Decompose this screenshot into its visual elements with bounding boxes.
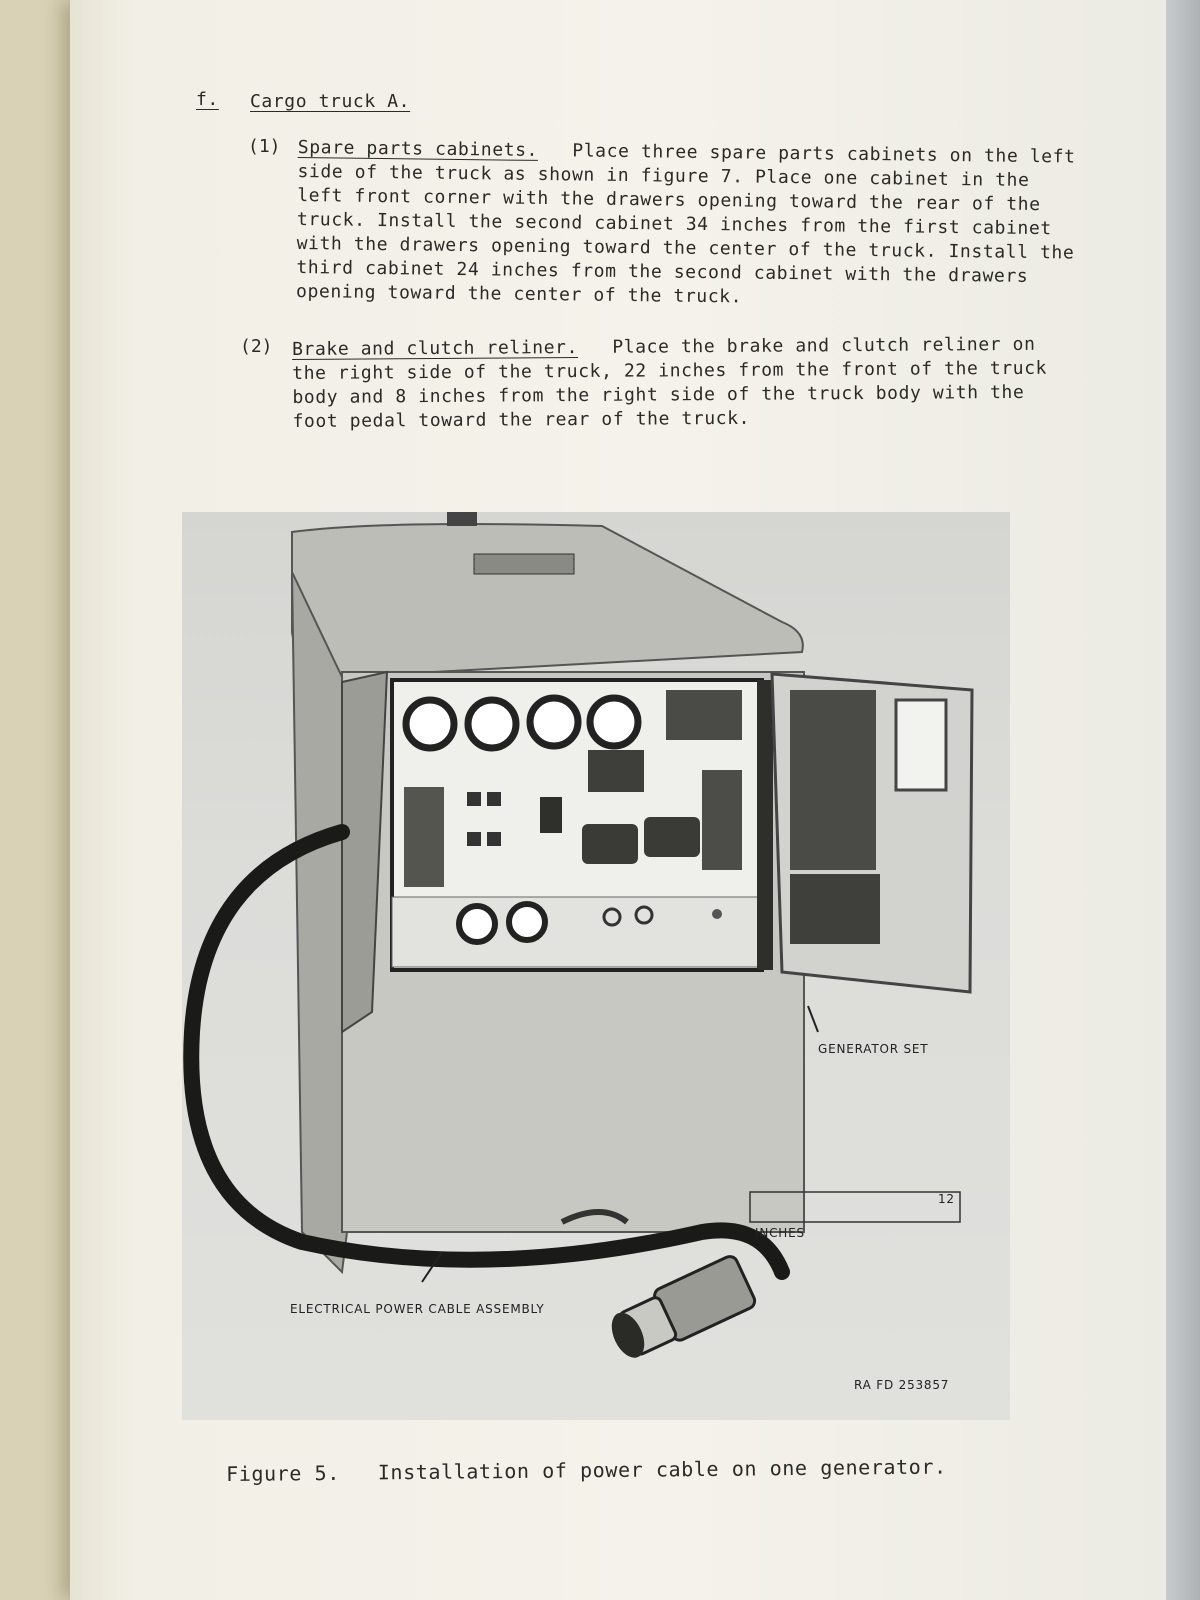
label-power-cable: ELECTRICAL POWER CABLE ASSEMBLY	[290, 1302, 545, 1316]
paragraph-heading: Spare parts cabinets.	[297, 136, 539, 161]
caption-text: Installation of power cable on one generator.	[377, 1454, 947, 1485]
label-scale-inches: INCHES	[755, 1226, 805, 1240]
item-number-1: (1)	[248, 136, 281, 157]
paragraph-brake-reliner	[292, 333, 1053, 434]
figure-reference-number: RA FD 253857	[854, 1378, 950, 1392]
paragraph-heading: Brake and clutch reliner.	[292, 337, 579, 360]
paragraph-body: Place the brake and clutch reliner on the right side of the truck, 22 inches from the front of the truck body and 8 inches from the right side of the truck body with the foot pedal toward the rear of the truck.	[292, 333, 1048, 432]
figure-photo	[182, 512, 1010, 1420]
item-number-2: (2)	[240, 336, 273, 357]
section-letter: f.	[196, 89, 219, 110]
paragraph-spare-parts	[296, 136, 1078, 314]
label-generator-set: GENERATOR SET	[818, 1042, 929, 1056]
label-scale-max: 12	[938, 1192, 955, 1206]
paragraph-body: Place three spare parts cabinets on the left side of the truck as shown in figure 7. Place one cabinet in the left front corner with the drawers opening toward the rear of the truck. Install the second cabinet 34 inches from the first cabinet with the drawers opening toward the center of the truck. Install the third cabinet 24 inches from the second cabinet with the drawers opening toward the center of the truck.	[295, 140, 1076, 308]
background-edge	[1166, 0, 1200, 1600]
generator-illustration	[182, 512, 1010, 1420]
section-title: Cargo truck A.	[250, 91, 411, 112]
caption-number: Figure 5.	[226, 1460, 341, 1486]
